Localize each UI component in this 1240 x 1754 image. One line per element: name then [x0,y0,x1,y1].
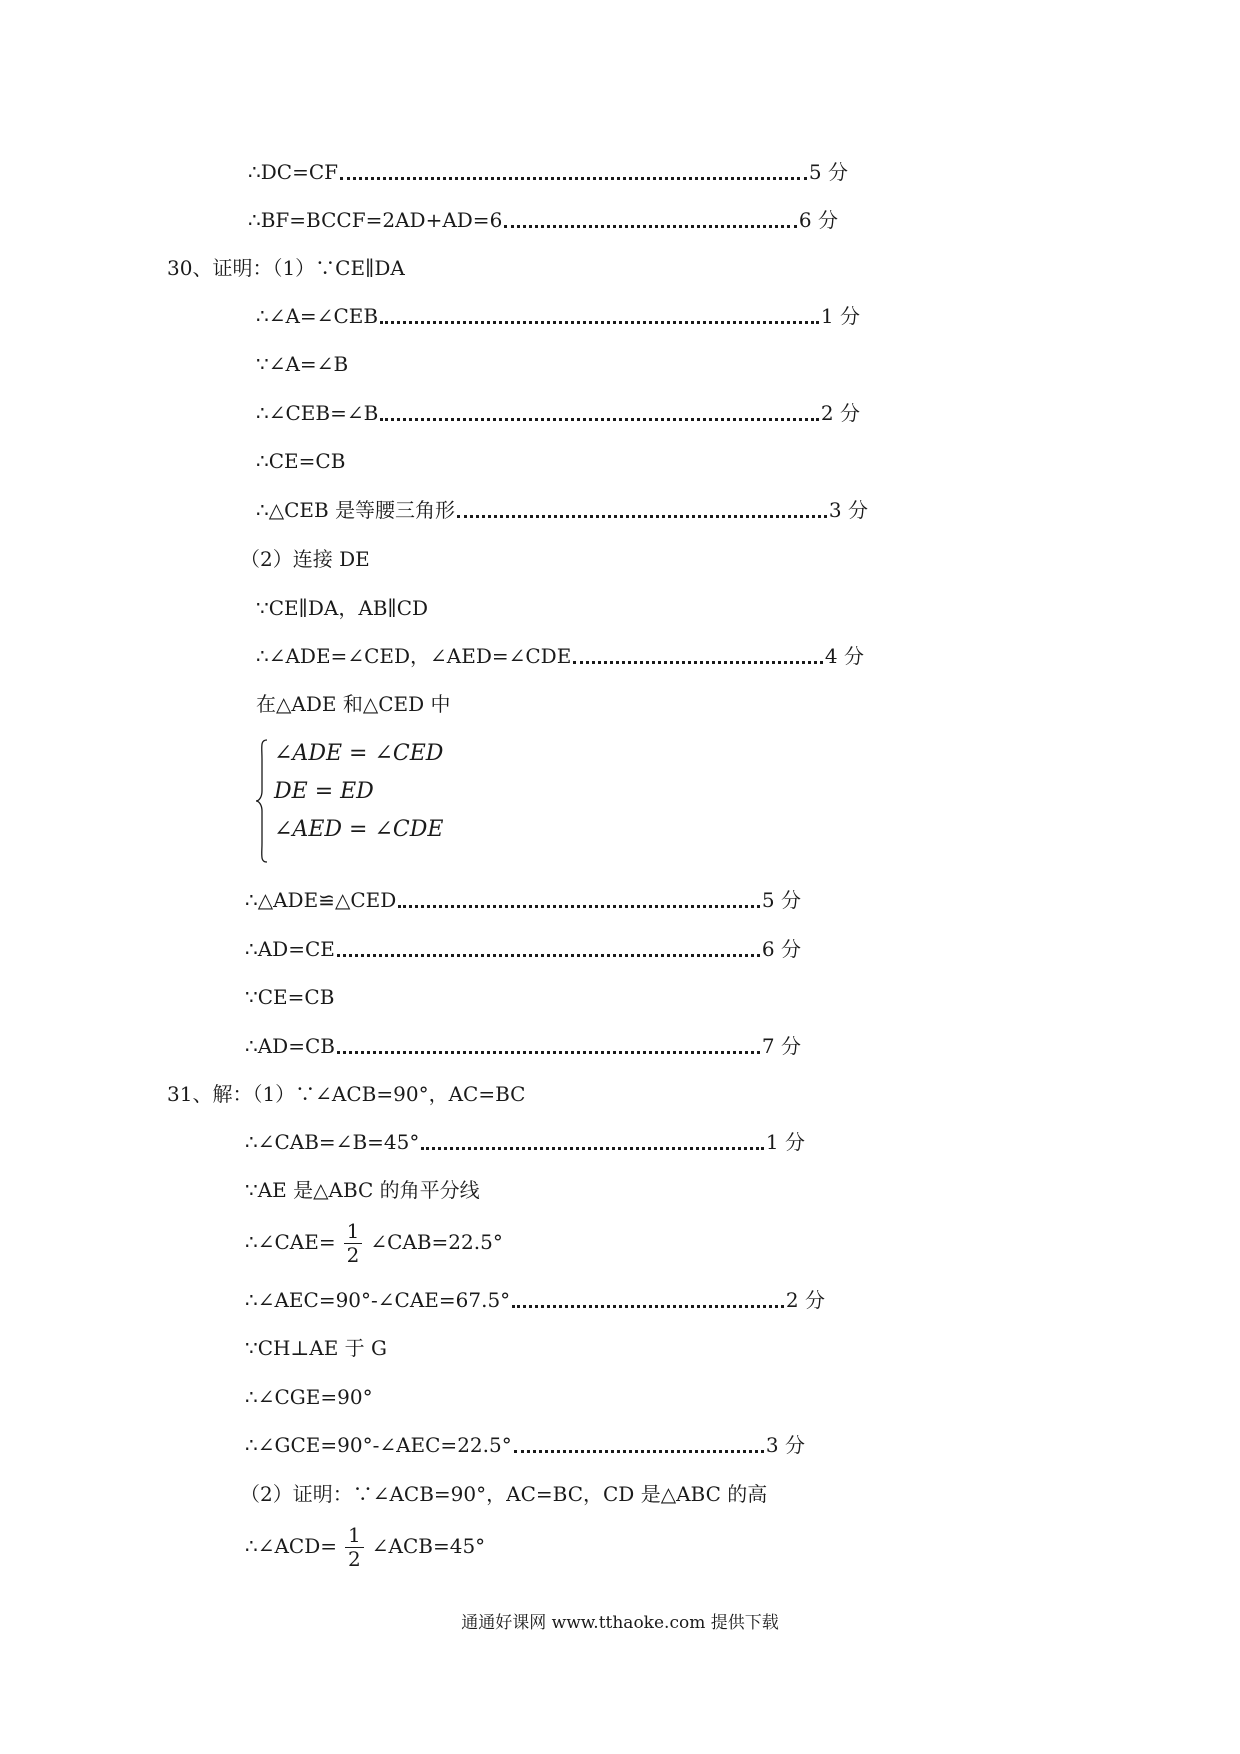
statement: ∴DC=CF [248,160,338,184]
statement: ∴△CEB 是等腰三角形 [256,498,456,522]
score-label: 1 分 [820,304,860,328]
statement: ∴∠CAB=∠B=45° [245,1130,420,1154]
score-label: 5 分 [761,888,801,912]
fraction-denominator: 2 [348,1547,361,1571]
line-ceb-b [256,393,860,433]
system-row: ∠ADE = ∠CED [274,741,444,766]
line-aec [245,1280,825,1320]
q31-heading: 31、解：（1）∵∠ACB=90°，AC=BC [167,1082,526,1106]
statement: ∴AD=CE [245,937,335,961]
statement: ∴BF=BCCF=2AD+AD=6 [248,208,503,232]
page-footer: 通通好课网 www.tthaoke.com 提供下载 [461,1613,779,1633]
statement-suffix: ∠CAB=22.5° [370,1230,503,1254]
line-a-ceb [256,296,860,336]
system-row: ∠AED = ∠CDE [274,817,444,842]
line-ch-perp: ∵CH⊥AE 于 G [245,1336,388,1360]
line-ce-cb: ∴CE=CB [256,449,346,473]
fraction [344,1221,363,1266]
line-bf [248,200,838,240]
line-dc-cf [248,152,848,192]
dot-leader [337,1051,760,1054]
statement: ∴∠ADE=∠CED，∠AED=∠CDE [256,644,572,668]
line-bisector: ∵AE 是△ABC 的角平分线 [245,1178,480,1202]
statement: ∴∠AEC=90°-∠CAE=67.5° [245,1288,511,1312]
dot-leader [380,321,819,324]
line-cge: ∴∠CGE=90° [245,1385,373,1409]
statement: ∴△ADE≌△CED [245,888,397,912]
score-label: 7 分 [761,1034,801,1058]
dot-leader [380,418,819,421]
line-cab-b [245,1122,805,1162]
score-label: 5 分 [808,160,848,184]
fraction-numerator: 1 [344,1221,363,1244]
score-label: 2 分 [820,401,860,425]
score-label: 6 分 [798,208,838,232]
score-label: 4 分 [824,644,864,668]
fraction [345,1525,364,1570]
statement-suffix: ∠ACB=45° [371,1534,486,1558]
line-isosceles [256,490,868,530]
statement-prefix: ∴∠CAE= [245,1230,336,1254]
line-acd-fraction [245,1516,485,1576]
line-angle-equalities [256,636,864,676]
line-in-triangles: 在△ADE 和△CED 中 [256,692,451,716]
statement: ∴∠A=∠CEB [256,304,379,328]
dot-leader [504,225,797,228]
fraction-numerator: 1 [345,1525,364,1548]
q30-heading: 30、证明：（1）∵CE∥DA [167,256,405,280]
score-label: 2 分 [785,1288,825,1312]
line-congruent [245,880,801,920]
fraction-denominator: 2 [346,1243,360,1267]
line-ad-ce [245,929,801,969]
dot-leader [340,177,807,180]
line-gce [245,1425,805,1465]
part2-proof-heading: （2）证明：∵∠ACB=90°，AC=BC，CD 是△ABC 的高 [240,1482,768,1506]
score-label: 3 分 [765,1433,805,1457]
line-cae-fraction [245,1212,503,1272]
score-label: 1 分 [765,1130,805,1154]
dot-leader [573,661,823,664]
dot-leader [421,1147,764,1150]
dot-leader [457,515,827,518]
line-parallels: ∵CE∥DA，AB∥CD [256,596,429,620]
score-label: 3 分 [828,498,868,522]
line-ce-cb-2: ∵CE=CB [245,985,335,1009]
line-ad-cb [245,1026,801,1066]
dot-leader [512,1305,784,1308]
dot-leader [398,905,760,908]
dot-leader [514,1450,764,1453]
system-row: DE = ED [274,779,374,804]
statement-prefix: ∴∠ACD= [245,1534,338,1558]
statement: ∴AD=CB [245,1034,335,1058]
part2-connect-de: （2）连接 DE [240,547,370,571]
statement: ∴∠CEB=∠B [256,401,379,425]
dot-leader [337,954,760,957]
left-brace-icon [256,739,268,863]
equation-system [256,735,496,867]
statement: ∴∠GCE=90°-∠AEC=22.5° [245,1433,512,1457]
score-label: 6 分 [761,937,801,961]
line-a-b: ∵∠A=∠B [256,352,349,376]
